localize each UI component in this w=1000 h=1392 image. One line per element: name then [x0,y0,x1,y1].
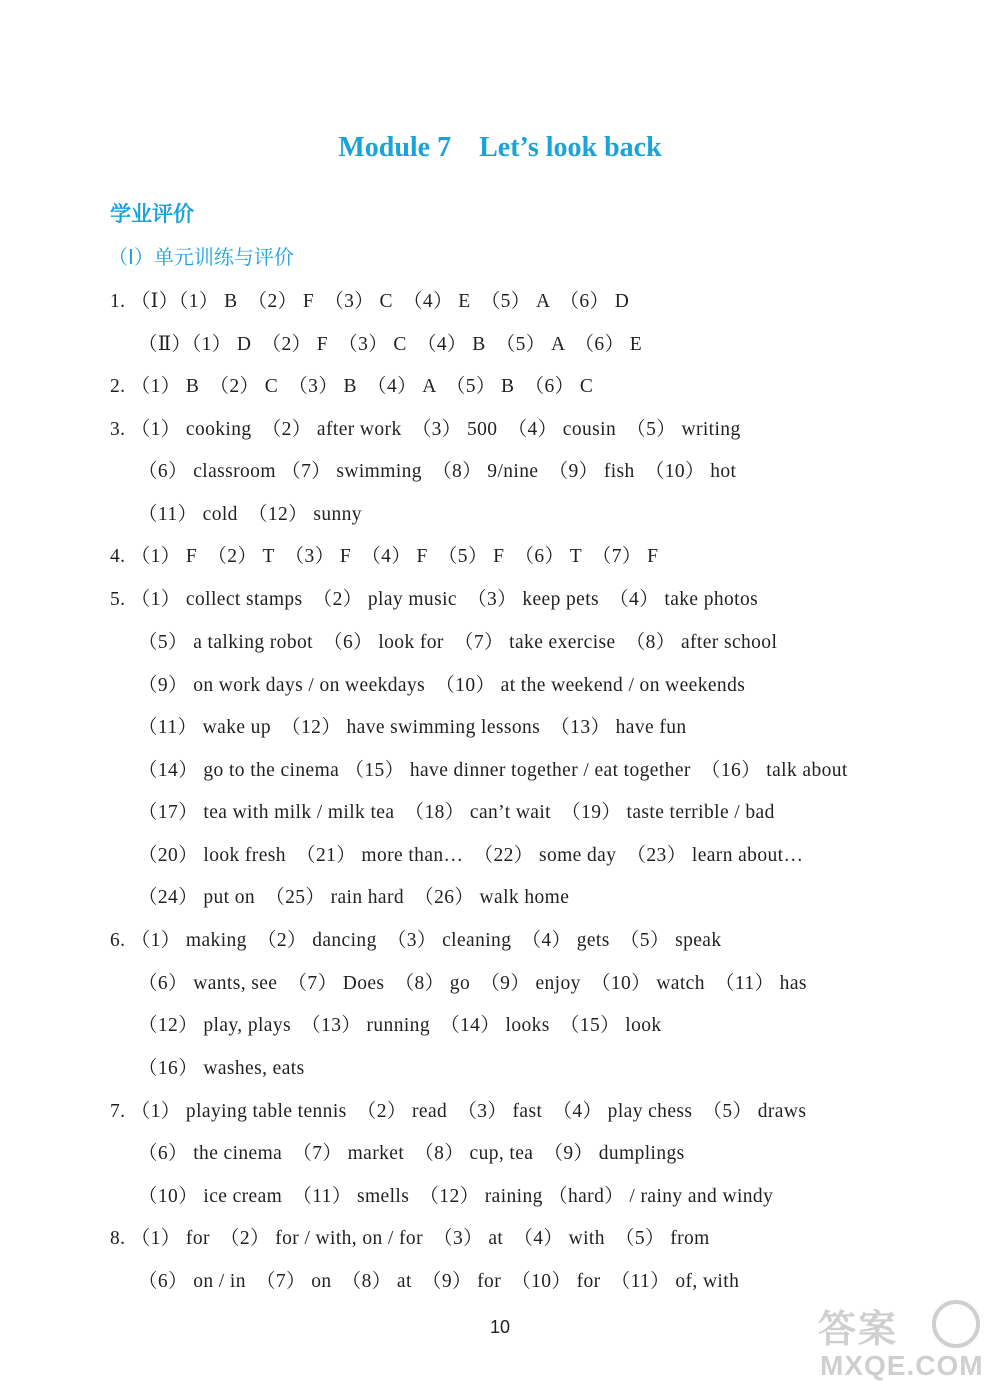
answer-line: 4. （1） F （2） T （3） F （4） F （5） F （6） T （7） F [110,546,659,567]
module-name: Let’s look back [479,132,662,163]
answer-line: （11） cold （12） sunny [138,504,362,525]
answer-line: （5） a talking robot （6） look for （7） take exercise （8） after school [138,632,778,653]
module-number: Module 7 [338,132,452,163]
answer-line: （6） classroom （7） swimming （8） 9/nine （9） fish （10） hot [138,461,737,482]
subsection-heading: （Ⅰ）单元训练与评价 [108,245,294,269]
watermark-text-bottom: MXQE.COM [820,1350,984,1381]
answer-line: （12） play, plays （13） running （14） looks （15） look [138,1015,662,1036]
answer-line: （9） on work days / on weekdays （10） at the weekend / on weekends [138,675,746,696]
answer-line: （Ⅱ）（1） D （2） F （3） C （4） B （5） A （6） E [138,334,643,355]
answer-line: 3. （1） cooking （2） after work （3） 500 （4） cousin （5） writing [110,419,741,440]
page-number: 10 [489,1317,511,1337]
page-title [0,132,1000,164]
answer-line: （24） put on （25） rain hard （26） walk home [138,887,570,908]
section-heading: 学业评价 [110,202,194,226]
answer-line: （6） wants, see （7） Does （8） go （9） enjoy （10） watch （11） has [138,973,807,994]
answer-line: （14） go to the cinema （15） have dinner together / eat together （16） talk about [138,760,848,781]
answer-line: （11） wake up （12） have swimming lessons （13） have fun [138,717,687,738]
answer-line: （6） on / in （7） on （8） at （9） for （10） for （11） of, with [138,1271,740,1292]
answer-line: 7. （1） playing table tennis （2） read （3） fast （4） play chess （5） draws [110,1101,807,1122]
answer-line: （16） washes, eats [138,1058,305,1079]
answer-line: （6） the cinema （7） market （8） cup, tea （9） dumplings [138,1143,685,1164]
watermark-text-top: 答案 [818,1307,899,1351]
answer-line: 5. （1） collect stamps （2） play music （3） keep pets （4） take photos [110,589,759,610]
watermark-circle-icon [932,1300,980,1348]
answer-line: （17） tea with milk / milk tea （18） can’t wait （19） taste terrible / bad [138,802,775,823]
answer-line: （10） ice cream （11） smells （12） raining （hard） / rainy and windy [138,1186,774,1207]
answer-line: 8. （1） for （2） for / with, on / for （3） at （4） with （5） from [110,1228,710,1249]
watermark-logo [808,1298,992,1386]
answer-line: 1. （Ⅰ）（1） B （2） F （3） C （4） E （5） A （6） D [110,291,630,312]
answer-line: 6. （1） making （2） dancing （3） cleaning （4） gets （5） speak [110,930,722,951]
answer-line: （20） look fresh （21） more than… （22） some day （23） learn about… [138,845,804,866]
answer-line: 2. （1） B （2） C （3） B （4） A （5） B （6） C [110,376,594,397]
